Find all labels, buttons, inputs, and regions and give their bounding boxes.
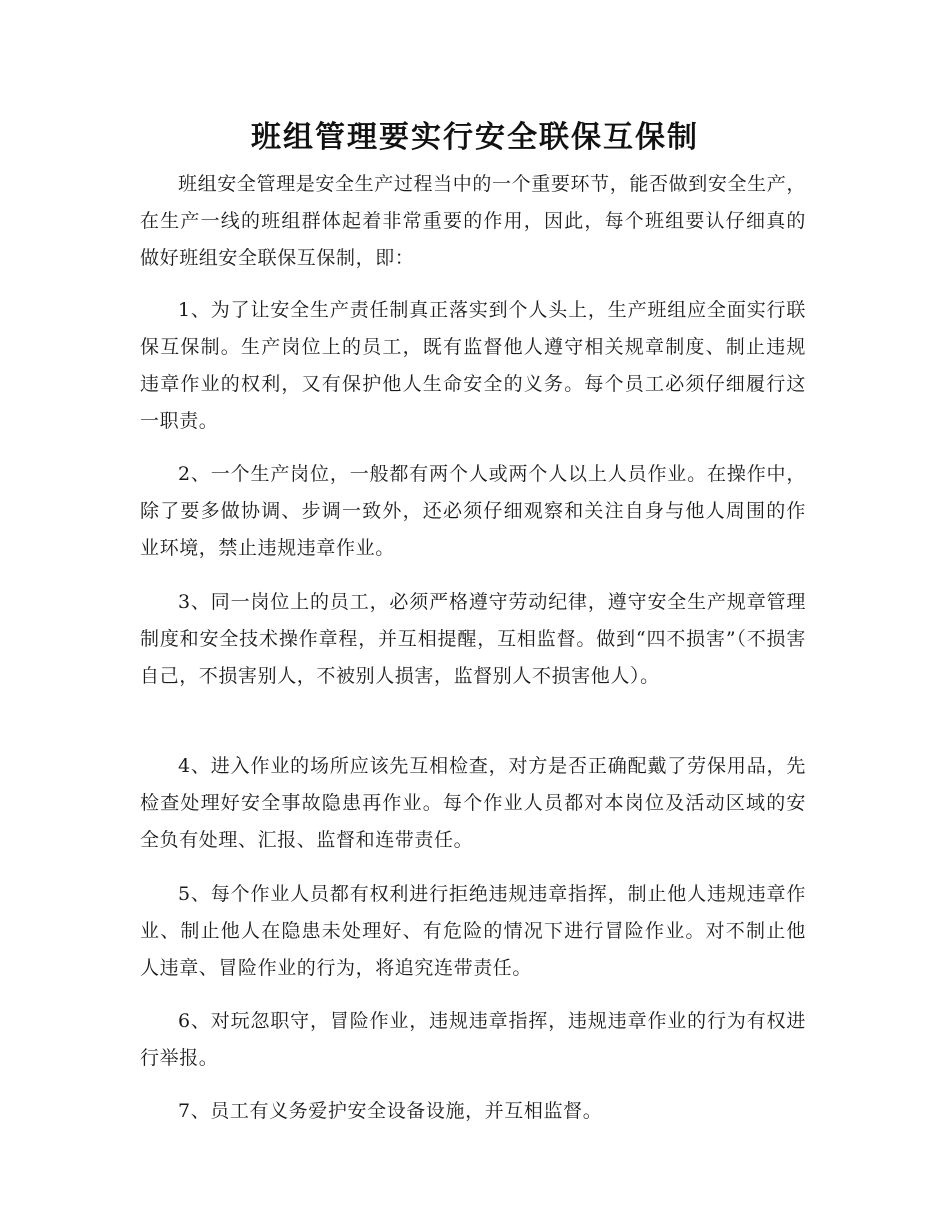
document-title: 班组管理要实行安全联保互保制 [251,120,699,155]
paragraph-item-2: 2、一个生产岗位，一般都有两个人或两个人以上人员作业。在操作中，除了要多做协调、步调一致外，还必须仔细观察和关注自身与他人周围的作业环境，禁止违规违章作业。 [140,463,806,559]
paragraph-item-3: 3、同一岗位上的员工，必须严格遵守劳动纪律，遵守安全生产规章管理制度和安全技术操作章程，并互相提醒，互相监督。做到“四不损害”（不损害自己，不损害别人，不被别人损害，监督别人不损害他人）。 [140,591,806,687]
paragraph-item-4: 4、进入作业的场所应该先互相检查，对方是否正确配戴了劳保用品，先检查处理好安全事故隐患再作业。每个作业人员都对本岗位及活动区域的安全负有处理、汇报、监督和连带责任。 [140,755,806,851]
paragraph-item-1: 1、为了让安全生产责任制真正落实到个人头上，生产班组应全面实行联保互保制。生产岗位上的员工，既有监督他人遵守相关规章制度、制止违规违章作业的权利，又有保护他人生命安全的义务。每个员工必须仔细履行这一职责。 [140,299,806,432]
paragraph-item-7: 7、员工有义务爱护安全设备设施，并互相监督。 [178,1100,603,1122]
intro-paragraph: 班组安全管理是安全生产过程当中的一个重要环节，能否做到安全生产，在生产一线的班组群体起着非常重要的作用，因此，每个班组要认仔细真的做好班组安全联保互保制，即： [140,173,806,269]
paragraph-item-6: 6、对玩忽职守，冒险作业，违规违章指挥，违规违章作业的行为有权进行举报。 [140,1010,806,1069]
paragraph-item-5: 5、每个作业人员都有权利进行拒绝违规违章指挥，制止他人违规违章作业、制止他人在隐患未处理好、有危险的情况下进行冒险作业。对不制止他人违章、冒险作业的行为，将追究连带责任。 [140,883,806,979]
